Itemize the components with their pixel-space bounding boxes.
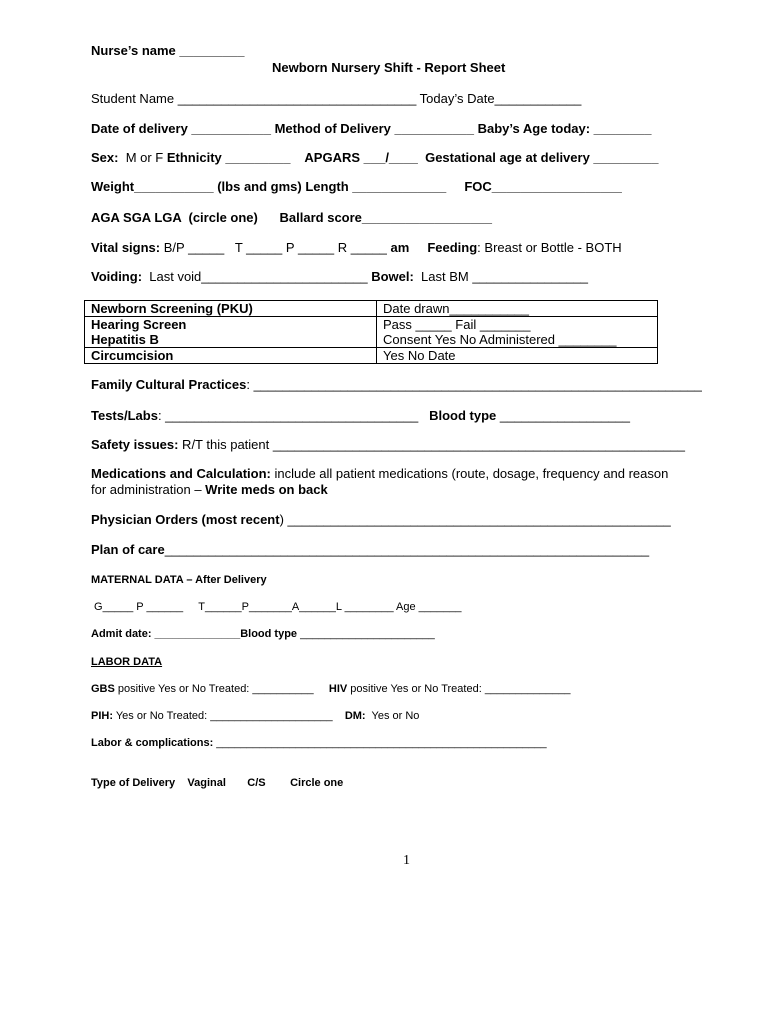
medications-label: Medications and Calculation:	[91, 466, 271, 481]
vitals-line[interactable]	[91, 240, 622, 256]
student-name-line[interactable]: Student Name _________________________________ Today’s Date____________	[91, 91, 582, 106]
pih-label: PIH:	[91, 710, 113, 722]
medications-value: include all patient medications (route, dosage, frequency and reason	[270, 466, 669, 481]
dm-value: Yes or No	[365, 710, 420, 722]
physician-label: Physician Orders (most recent	[91, 512, 280, 527]
safety-label: Safety issues:	[91, 437, 179, 452]
page-number: 1	[403, 853, 410, 868]
tests-label: Tests/Labs	[91, 408, 158, 423]
tests-labs-line[interactable]	[91, 408, 630, 424]
ethnicity-apgars-gestational: Ethnicity _________ APGARS ___/____ Gestational age at delivery _________	[166, 150, 659, 165]
vitals-label: Vital signs:	[91, 240, 161, 255]
physician-orders-line[interactable]	[91, 512, 671, 528]
blood-type-value: __________________	[496, 408, 630, 423]
plan-label: Plan of care	[91, 542, 165, 557]
voiding-line[interactable]	[91, 269, 588, 285]
family-value: : ______________________________________________________________	[246, 377, 702, 392]
sex-line[interactable]	[91, 150, 659, 166]
bowel-label: Bowel:	[371, 269, 414, 284]
labor-complications-value: ______________________________________________________	[216, 737, 547, 749]
screening-value[interactable]: Pass _____ Fail _______	[383, 317, 531, 332]
hiv-value: positive Yes or No Treated: ______________	[347, 683, 571, 695]
screening-label: Circumcision	[85, 348, 377, 364]
vitals-am: am	[390, 240, 410, 255]
voiding-label: Voiding:	[91, 269, 143, 284]
table-row	[85, 301, 658, 317]
delivery-line[interactable]: Date of delivery ___________ Method of Delivery ___________ Baby’s Age today: ________	[91, 121, 652, 136]
type-of-delivery-line[interactable]: Type of Delivery Vaginal C/S Circle one	[91, 777, 344, 789]
feeding-label: Feeding	[409, 240, 478, 255]
gtpal-line[interactable]: G_____ P ______ T______P_______A______L ________ Age _______	[91, 601, 462, 613]
voiding-value: Last void_______________________	[142, 269, 372, 284]
gbs-hiv-line[interactable]	[91, 681, 570, 697]
page-title: Newborn Nursery Shift - Report Sheet	[272, 60, 506, 75]
screening-label: Newborn Screening (PKU)	[85, 301, 377, 317]
gbs-value: positive Yes or No Treated: __________	[114, 683, 329, 695]
screening-value[interactable]: Date drawn___________	[377, 301, 658, 317]
labor-data-heading: LABOR DATA	[91, 656, 163, 668]
medications-line[interactable]	[91, 466, 668, 482]
nurse-name-line[interactable]: Nurse’s name _________	[91, 43, 245, 58]
labor-complications-line[interactable]	[91, 735, 547, 751]
tests-value: : ___________________________________	[157, 408, 419, 423]
admit-value: ______________________	[300, 628, 435, 640]
plan-value: ___________________________________________________________________	[164, 542, 650, 557]
pih-value: Yes or No Treated: ____________________	[113, 710, 345, 722]
screening-value[interactable]: Consent Yes No Administered ________	[377, 332, 658, 348]
vitals-value: B/P _____ T _____ P _____ R _____	[160, 240, 391, 255]
feeding-value: : Breast or Bottle - BOTH	[477, 240, 622, 255]
dm-label: DM:	[344, 710, 366, 722]
gbs-label: GBS	[91, 683, 115, 695]
family-label: Family Cultural Practices	[91, 377, 247, 392]
pih-dm-line[interactable]	[91, 708, 419, 724]
hiv-label: HIV	[328, 683, 348, 695]
plan-of-care-line[interactable]	[91, 542, 649, 558]
table-row	[85, 332, 658, 348]
blood-type-label: Blood type	[418, 408, 497, 423]
screening-label: Hepatitis B	[85, 332, 377, 348]
table-row	[85, 348, 658, 364]
safety-value: R/T this patient _________________________________________________________	[178, 437, 685, 452]
family-practices-line[interactable]	[91, 377, 702, 393]
write-meds-note: Write meds on back	[205, 482, 328, 497]
maternal-heading: MATERNAL DATA – After Delivery	[91, 574, 267, 586]
screening-label: Hearing Screen	[85, 317, 377, 333]
bowel-value: Last BM ________________	[413, 269, 589, 284]
admit-label: Admit date: ______________Blood type	[91, 628, 301, 640]
labor-complications-label: Labor & complications:	[91, 737, 217, 749]
sex-value: M or F	[118, 150, 167, 165]
safety-issues-line[interactable]	[91, 437, 685, 453]
medications-line-2	[91, 482, 328, 498]
table-row	[85, 317, 658, 333]
admit-line[interactable]	[91, 626, 435, 642]
screening-table	[84, 300, 658, 364]
physician-value: ) _____________________________________________________	[279, 512, 671, 527]
medications-line2-text: for administration –	[91, 482, 206, 497]
sex-label: Sex:	[91, 150, 119, 165]
weight-line[interactable]: Weight___________ (lbs and gms) Length _____________ FOC__________________	[91, 179, 622, 194]
aga-line[interactable]: AGA SGA LGA (circle one) Ballard score__________________	[91, 210, 493, 225]
screening-value[interactable]: Yes No Date	[383, 348, 456, 363]
